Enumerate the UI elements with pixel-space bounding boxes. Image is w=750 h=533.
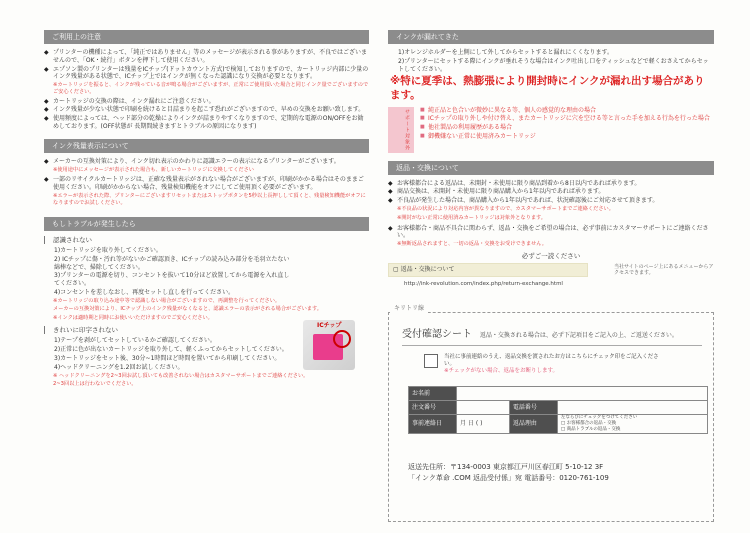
notice-item: ◆ カートリッジの交換の際は、インク漏れにご注意ください。 — [44, 98, 369, 106]
order-field[interactable] — [457, 401, 510, 415]
indicator-note: ※エラーが表示された際、プリンターにございますリセットまたはストップボタンを5秒以上長押しして頂くと、残量検知機能がオフになりますのでお試しください。 — [53, 193, 366, 206]
trouble-step: 4)ヘッドクリーニングを1.2回お試しください。 — [54, 363, 184, 371]
order-label: 注文番号 — [409, 401, 457, 415]
support-exclusion-box — [388, 107, 714, 153]
notice-item: ◆ プリンターの機種によって、「純正ではありません」等のメッセージが表示される事がありますが、不良ではございませんので、「OK・続行」ボタンを押下して使用ください。 — [44, 49, 369, 65]
returns-url[interactable]: http://ink-revolution.com/index.php/return-exchange.html — [404, 281, 563, 288]
notice-item: ◆ エプソン製のプリンターは残量をICチップ(ドットカウント方式)で検知しておりますので、カートリッジ内部に少量のインク残量がある状態で、ICチップ上ではインクが無くなった認識になり交換が必要となります。 — [44, 66, 369, 82]
reason-options: □ お客様都合の返品・交換 □ 商品トラブルの返品・交換 — [560, 420, 621, 432]
date-field[interactable]: 月 日 ( ) — [457, 415, 510, 434]
receipt-title-row — [402, 328, 702, 346]
trouble-sub-unrecognized: 認識されない — [44, 236, 369, 244]
exclusion-item: ■ ICチップの取り外しや付け替え、またカートリッジに穴を空ける等と言った手を加える行為を行った場合 — [420, 115, 714, 123]
phone-label: 電話番号 — [509, 401, 557, 415]
trouble-step: 2) ICチップに傷・汚れ等がないかご確認頂き、ICチップの読み込み部分を毛羽立たない綿棒などで、掃除してください。 — [54, 255, 290, 271]
trouble-step: 3)プリンターの電源を切り、コンセントを抜いて10分ほど放置してから電源を入れ直してください。 — [54, 272, 290, 288]
receipt-subtitle: 返品・交換される場合は、必ず下記項目をご記入の上、ご返送ください。 — [479, 332, 678, 339]
returns-item: ◆ お客様都合による返品は、未開封・未使用に限り商品到着から8日以内であれば承ります。 — [388, 180, 714, 188]
returns-link-label[interactable]: ▢ 返品・交換について — [388, 263, 588, 277]
trouble-note: メーカーの互換対策により、ICチップ上のインク残量がなくなると、認識エラーの表示がされる場合がございます。 — [53, 306, 322, 313]
phone-field[interactable] — [557, 401, 707, 415]
indicator-item: ◆ 一部のリサイクルカートリッジは、正確な残量表示がされない場合がございますが、印刷がかかる場合はそのままご使用ください。印刷がかからない場合、残量検知機能をオフにしてご使用頂く必要がございます。 — [44, 176, 369, 192]
returns-link-text: 返品・交換について — [400, 266, 455, 274]
return-address — [408, 462, 609, 483]
leak-step: 1)オレンジホルダーを上側にして外してからセットすると漏れにくくなります。 — [398, 49, 613, 56]
receipt-table — [408, 386, 708, 434]
returns-note: ※開封がない正常に使用済みカートリッジは対象外となります。 — [397, 214, 546, 221]
support-exclusion-label: サポート対象外 — [388, 107, 414, 153]
date-label: 事前連絡日 — [409, 415, 457, 434]
right-column — [388, 30, 714, 288]
reason-hint: 左ならびにチェックをつけてください — [560, 415, 638, 420]
advance-contact-checkbox[interactable] — [424, 354, 438, 368]
name-field[interactable] — [457, 387, 708, 401]
checkbox-note: ※チェックがない場合、返品をお断りします。 — [444, 368, 559, 375]
trouble-note: 2~3回以上は行わないでください。 — [53, 381, 137, 388]
exclusion-item: ■ 他社製品の利用履歴がある場合 — [420, 124, 714, 132]
must-read: 必ずご一読ください — [521, 251, 581, 260]
receipt-title: 受付確認シート — [402, 329, 472, 340]
trouble-heading: もしトラブルが発生したら — [44, 217, 369, 231]
checkbox-text — [444, 354, 664, 375]
returns-item: ◆ 商品交換は、未開封・未使用に限り商品購入から1年以内であれば承ります。 — [388, 188, 714, 196]
notice-item: ◆ 使用頻度によっては、ヘッド部分の乾燥によりインクが詰まりやすくなりますので、定期的な電源のON/OFFをお勧めしております。(OFF状態が 長期間続きますとトラブルの原因になります) — [44, 115, 369, 131]
trouble-step: 4)コンセントを差しなおし、再度セットし直しを行ってください。 — [54, 288, 235, 296]
returns-note: ※不良品の状況により対応内容が異なりますので、カスタマーサポートまでご連絡ください。 — [397, 206, 614, 213]
returns-item: ◆ お客様都合・商品不具合に関わらず、返品・交換をご希望の場合は、必ず事前にカスタマーサポートにご連絡ください。 — [388, 225, 714, 241]
returns-note: ※無断返品されますと、一切の返品・交換をお受けできません。 — [397, 241, 547, 248]
exclusion-item: ■ 御機嫌ない正常に使用済みカートリッジ — [420, 133, 714, 141]
trouble-sub-print: きれいに印字されない — [44, 326, 369, 334]
address-line-2: 「インク革命 .COM 返品受付係」宛 電話番号：0120-761-109 — [408, 473, 609, 482]
reason-label: 返品理由 — [509, 415, 557, 434]
exclusion-item: ■ 純正品と色合いが微妙に異なる等、個人の感覚的な理由の場合 — [420, 107, 714, 115]
indicator-item: ◆ メーカーの互換対策により、インク切れ表示のかわりに認識エラーの表示になるプリンターがございます。 — [44, 158, 369, 166]
site-note: 当社サイトのページ上にあるメニューからアクセスできます。 — [614, 263, 714, 277]
trouble-step: 3)カートリッジをセット後、30分~1時間ほど時間を置いてから印刷してください。 — [54, 355, 281, 363]
trouble-note: ※インクは適時期と同時にお使いいただけますのでご安心ください。 — [53, 315, 213, 322]
notice-note: ※カートリッジを振ると、インクが残っている音が鳴る場合がございますが、正常にご使用頂いた場合と同じインク量でございますのでご安心ください。 — [53, 82, 369, 95]
notice-heading: ご利用上の注意 — [44, 30, 369, 44]
returns-item: ◆ 不良品が発生した場合は、商品購入から1年以内であれば、状況確認後にご対応させて頂きます。 — [388, 197, 714, 205]
trouble-step: 1)テープを剥がしてセットしているかご確認してください。 — [54, 337, 216, 345]
leak-step: 2)プリンターにセットする際にインクが垂れそうな場合はインク吐出し口をティッシュなどで軽くおさえてからセットしてください。 — [398, 57, 709, 73]
returns-heading: 返品・交換について — [388, 161, 714, 175]
trouble-step: 2)正常に色が出ないカートリッジを取り外して、軽くふってからセットしてください。 — [54, 346, 288, 354]
indicator-heading: インク残量表示について — [44, 139, 369, 153]
reason-field[interactable] — [557, 415, 707, 434]
trouble-note: ※ ヘッドクリーニングを2~3回お試し頂いても改善されない場合はカスタマーサポートまでご連絡ください。 — [53, 372, 309, 379]
cut-line-label: キリトリ線 — [390, 305, 428, 313]
leak-warning: ※特に夏季は、熱膨張により開封時にインクが漏れ出す場合があります。 — [390, 75, 705, 102]
name-label: お名前 — [409, 387, 457, 401]
chip-highlight-circle — [333, 330, 351, 348]
checkbox-label: 当社に事前連絡のうえ、返品交換を渡されたお方はこちらにチェック印をご記入ください。 — [444, 354, 659, 368]
chip-label: ICチップ — [317, 322, 342, 329]
cartridge-photo — [303, 320, 355, 370]
trouble-note: ※カートリッジの取り込み途中等で認識しない場合がございますので、再調整を行ってください。 — [53, 297, 281, 304]
notice-item: ◆ インク残量が少ない状態で印刷を続けると目詰まりを起こす恐れがございますので、早めの交換をお願い致します。 — [44, 106, 369, 114]
indicator-note: ※使用途中にメッセージが表示された場合も、新しいカートリッジに交換してください — [53, 166, 254, 173]
address-line-1: 返送先住所：〒134-0003 東京都江戸川区春江町 5-10-12 3F — [408, 463, 604, 471]
trouble-step: 1)カートリッジを取り外してください。 — [54, 246, 162, 254]
leak-heading: インクが漏れてきた — [388, 30, 714, 44]
